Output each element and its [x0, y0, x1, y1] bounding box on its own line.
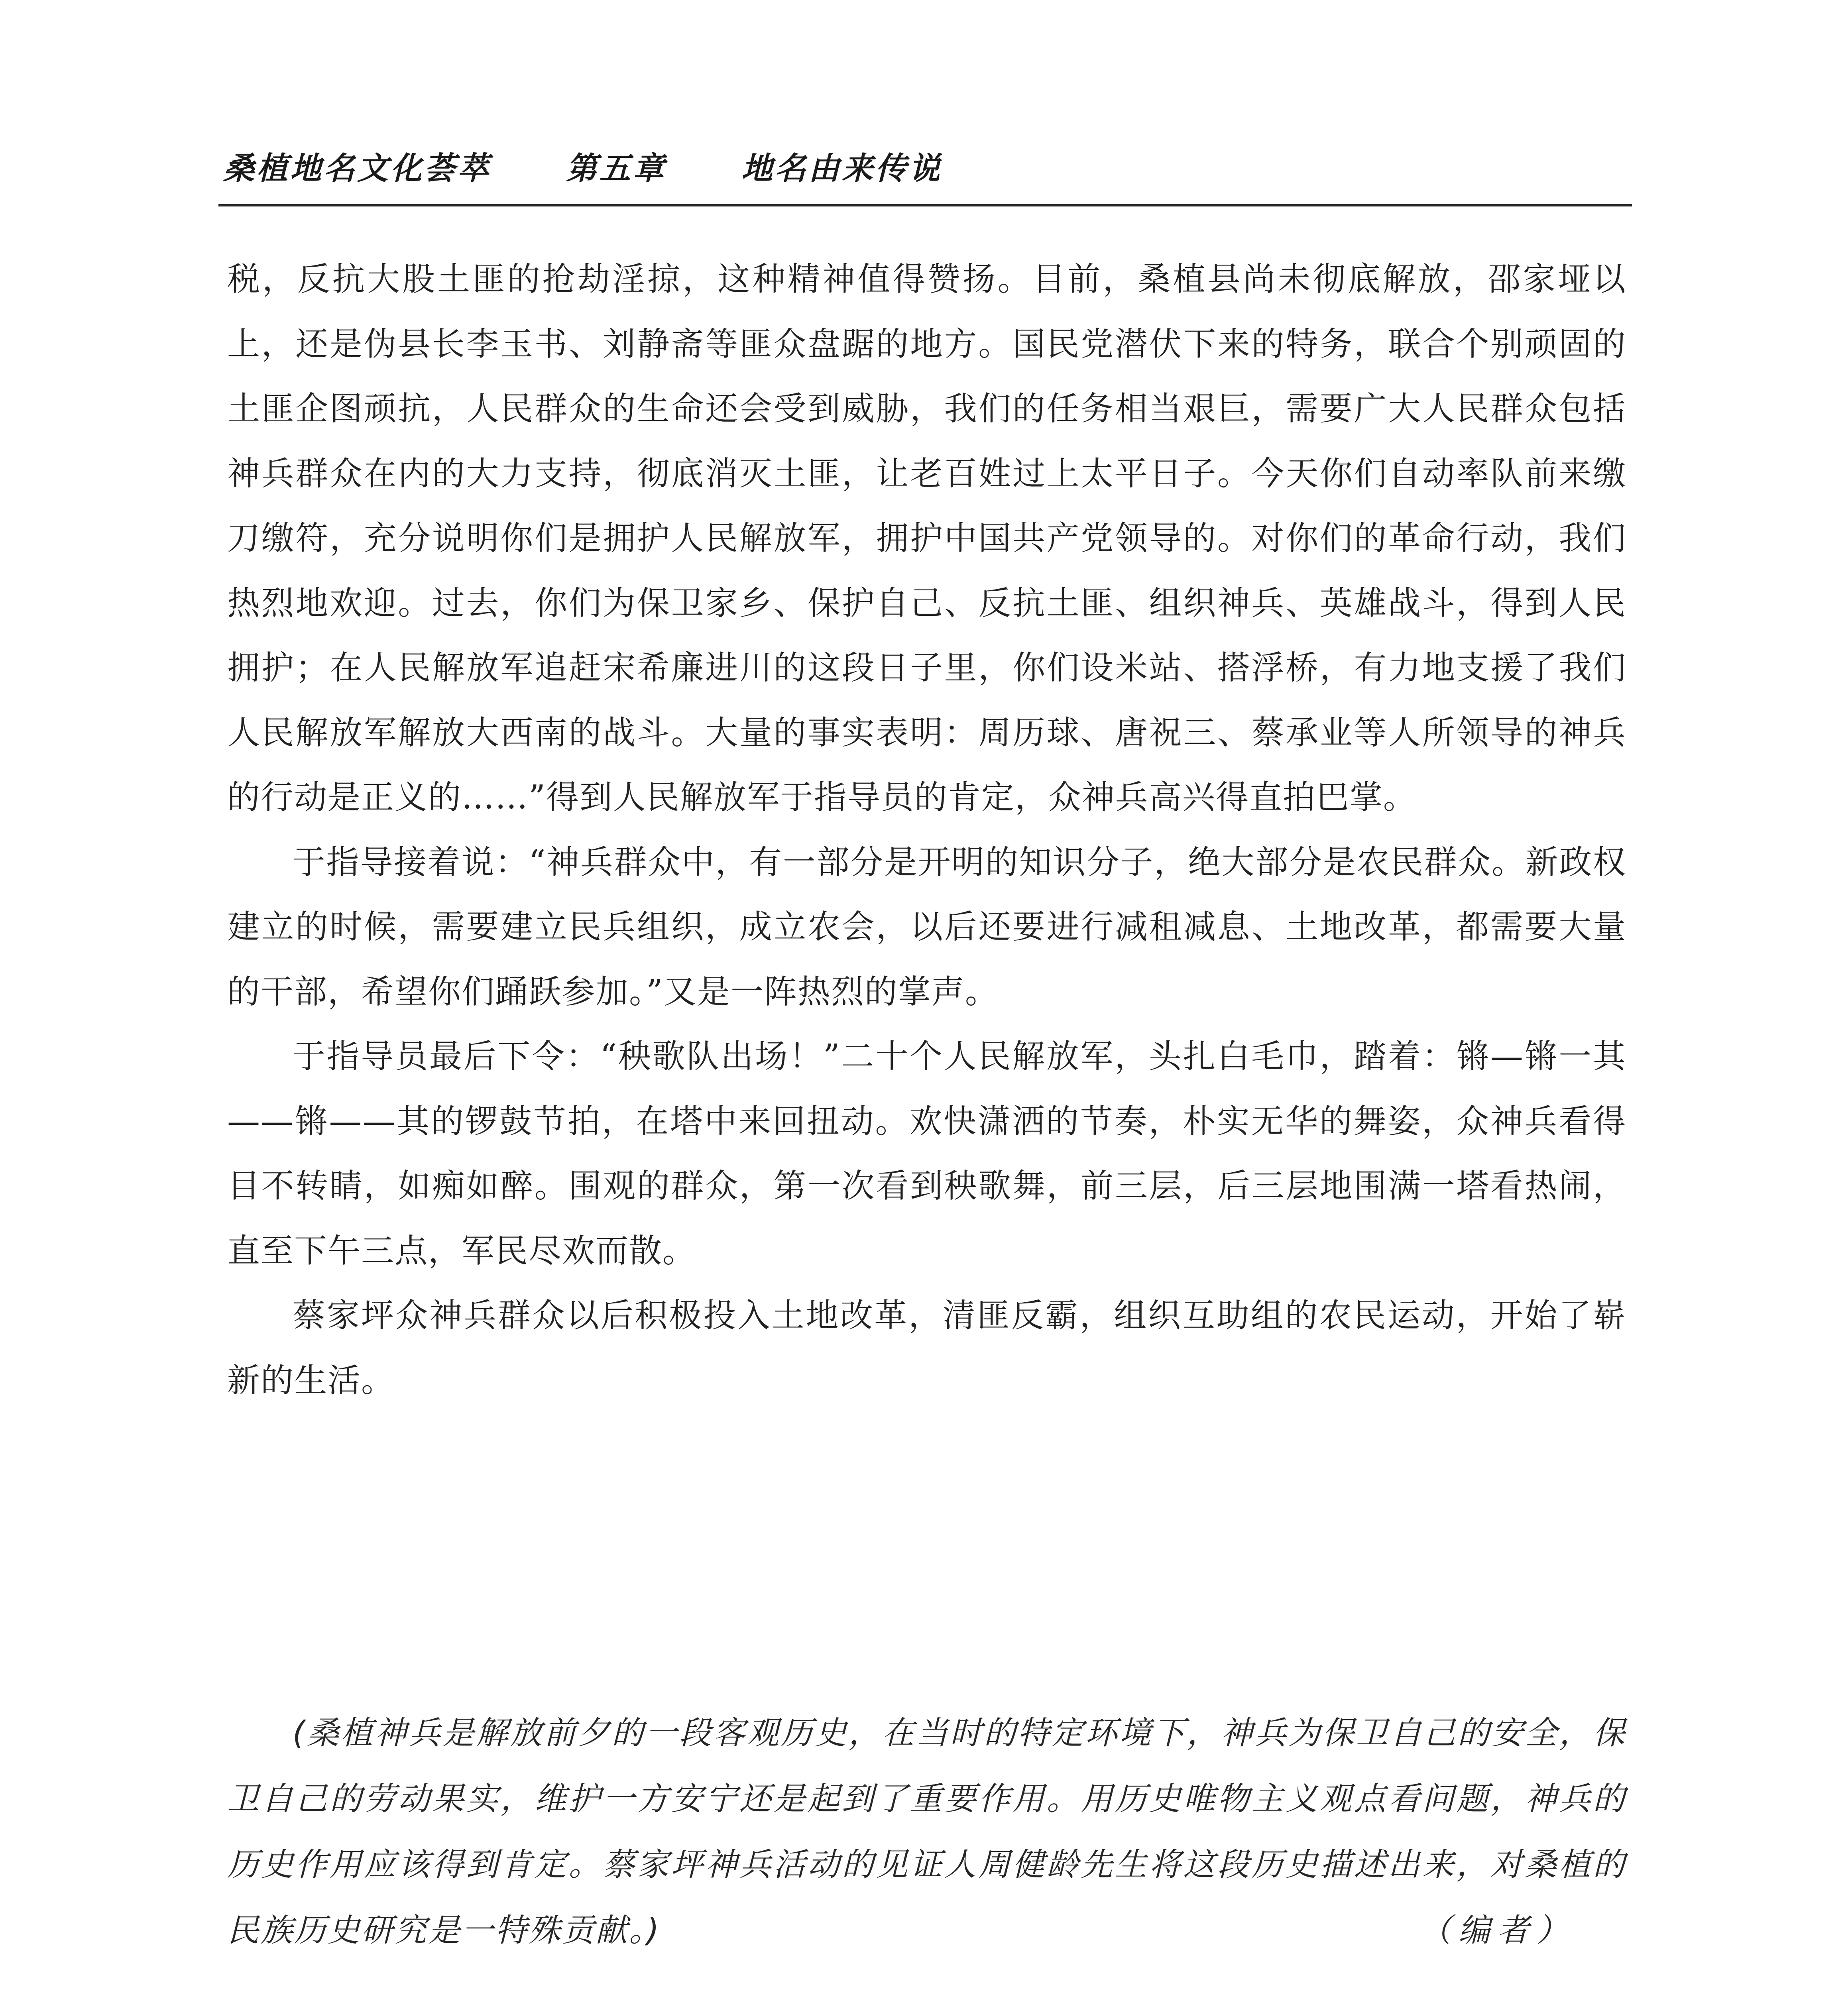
running-header — [223, 143, 1630, 203]
editor-signature: （编者） — [1419, 1912, 1575, 1949]
body-paragraph: 于指导员最后下令：“秧歌队出场！”二十个人民解放军，头扎白毛巾，踏着：锵—锵一其——锵——其的锣鼓节拍，在塔中来回扭动。欢快潇洒的节奏，朴实无华的舞姿，众神兵看得目不转睛，如痴如醉。围观的群众，第一次看到秧歌舞，前三层，后三层地围满一塔看热闹，直至下午三点，军民尽欢而散。 — [227, 1038, 1626, 1270]
editor-note: (桑植神兵是解放前夕的一段客观历史，在当时的特定环境下，神兵为保卫自己的安全，保卫自己的劳动果实，维护一方安宁还是起到了重要作用。用历史唯物主义观点看问题，神兵的历史作用应该得到肯定。蔡家坪神兵活动的见证人周健龄先生将这段历史描述出来，对桑植的民族历史研究是一特殊贡献。) — [227, 1714, 1626, 1949]
body-paragraph: 税，反抗大股土匪的抢劫淫掠，这种精神值得赞扬。目前，桑植县尚未彻底解放，邵家垭以上，还是伪县长李玉书、刘静斋等匪众盘踞的地方。国民党潜伏下来的特务，联合个别顽固的土匪企图顽抗，人民群众的生命还会受到威胁，我们的任务相当艰巨，需要广大人民群众包括神兵群众在内的大力支持，彻底消灭土匪，让老百姓过上太平日子。今天你们自动率队前来缴刀缴符，充分说明你们是拥护人民解放军，拥护中国共产党领导的。对你们的革命行动，我们热烈地欢迎。过去，你们为保卫家乡、保护自己、反抗土匪、组织神兵、英雄战斗，得到人民拥护；在人民解放军追赶宋希廉进川的这段日子里，你们设米站、搭浮桥，有力地支援了我们人民解放军解放大西南的战斗。大量的事实表明：周历球、唐祝三、蔡承业等人所领导的神兵的行动是正义的……”得到人民解放军于指导员的肯定，众神兵高兴得直拍巴掌。 — [227, 260, 1626, 816]
header-section-title: 地名由来传说 — [741, 151, 943, 187]
header-chapter: 第五章 — [566, 151, 667, 187]
header-book-title: 桑植地名文化荟萃 — [223, 151, 491, 187]
body-paragraph: 于指导接着说：“神兵群众中，有一部分是开明的知识分子，绝大部分是农民群众。新政权建立的时候，需要建立民兵组织，成立农会，以后还要进行减租减息、土地改革，都需要大量的干部，希望你们踊跃参加。”又是一阵热烈的掌声。 — [227, 843, 1626, 1011]
body-paragraph: 蔡家坪众神兵群众以后积极投入土地改革，清匪反霸，组织互助组的农民运动，开始了崭新的生活。 — [227, 1297, 1626, 1399]
header-divider — [218, 204, 1632, 206]
body-text — [227, 247, 1626, 1413]
